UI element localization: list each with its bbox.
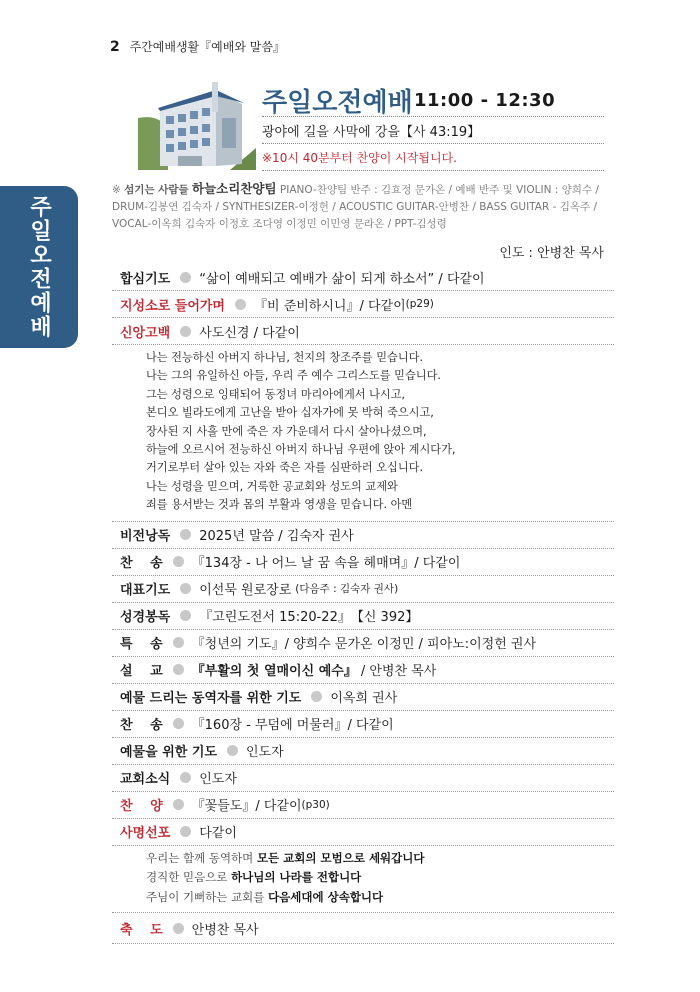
creed-line: 나는 전능하신 아버지 하나님, 천지의 창조주를 믿습니다. (146, 351, 424, 364)
service-time: 11:00 - 12:30 (414, 90, 556, 111)
row-text: 이옥희 권사 (330, 691, 398, 707)
row-label: 합심기도 (120, 271, 171, 287)
page-header (110, 38, 285, 55)
row-label: 찬 양 (120, 799, 163, 815)
sermon-speaker: / 안병찬 목사 (360, 664, 437, 680)
praise-notice: ※10시 40분부터 찬양이 시작됩니다. (262, 151, 457, 165)
bullet-icon (173, 718, 184, 729)
sermon-title: 『부활의 첫 열매이신 예수』 (191, 664, 357, 680)
row-label: 예물을 위한 기도 (120, 745, 217, 761)
side-tab (0, 186, 78, 348)
mission-lead: 우리는 함께 동역하며 (146, 850, 254, 865)
order-row-prayer (112, 264, 614, 291)
order-row-scripture (112, 603, 614, 630)
row-text: 『134장 - 나 어느 날 꿈 속을 헤매며』/ 다같이 (191, 556, 461, 572)
section-title: 주간예배생활『예배와 말씀』 (129, 40, 285, 54)
order-row-offering-prayer (112, 684, 614, 711)
creed-line: 장사된 지 사흘 만에 죽은 자 가운데서 다시 살아나셨으며, (146, 424, 427, 438)
row-text: 『꽃들도』/ 다같이 (191, 799, 302, 815)
row-text: 『비 준비하시니』/ 다같이 (254, 298, 406, 314)
divider (262, 116, 604, 117)
row-label: 비전낭독 (120, 529, 171, 545)
row-text: 다같이 (199, 826, 237, 842)
creed-line: 하늘에 오르시어 전능하신 아버지 하나님 우편에 앉아 계시다가, (146, 443, 456, 457)
church-building-photo (138, 78, 256, 170)
bullet-icon (180, 583, 191, 594)
page-number: 2 (110, 39, 120, 55)
servers-details: PIANO-찬양팀 반주 : 김효정 문가온 / 예배 반주 및 VIOLIN : 양희수 / DRUM-김봉연 김숙자 / SYNTHESIZER-이정헌 / ACOUSTIC GUITAR-안병찬 / BASS GUITAR - 김옥주 / VOCAL-이옥희 김숙자 이정호 조다영 이정민 이민영 문라온 / PPT-김성령 (112, 184, 599, 230)
row-text: 인도자 (199, 772, 237, 788)
hymnal-page: (p29) (405, 298, 434, 310)
order-row-vision (112, 522, 614, 549)
row-label: 찬 송 (120, 556, 163, 572)
bullet-icon (227, 745, 238, 756)
creed-line: 나는 성령을 믿으며, 거룩한 공교회와 성도의 교제와 (146, 479, 398, 493)
order-row-special-song (112, 630, 614, 657)
row-text: 『청년의 기도』/ 양희수 문가온 이정민 / 피아노:이정헌 권사 (191, 637, 536, 653)
reference-mark: ※ (112, 184, 121, 196)
bullet-icon (311, 691, 322, 702)
next-week-note: (다음주 : 김숙자 권사) (295, 583, 399, 596)
row-label: 사명선포 (120, 826, 171, 842)
bullet-icon (173, 637, 184, 648)
servers-list (112, 180, 604, 233)
row-label: 예물 드리는 동역자를 위한 기도 (120, 691, 302, 707)
mission-line (146, 849, 614, 869)
creed-line: 거기로부터 살아 있는 자와 죽은 자를 심판하러 오십니다. (146, 461, 424, 475)
order-row-creed (112, 318, 614, 345)
bullet-icon (180, 326, 191, 337)
theme-verse: 광야에 길을 사막에 강을【사 43:19】 (262, 125, 481, 140)
row-text: 안병찬 목사 (191, 922, 259, 938)
row-text: 2025년 말씀 / 김숙자 권사 (199, 529, 354, 545)
choir-name: 하늘소리찬양팀 (192, 181, 277, 196)
row-text: 『고린도전서 15:20-22』 (199, 610, 351, 626)
row-label: 성경봉독 (120, 610, 171, 626)
order-row-news (112, 765, 614, 792)
row-label: 신앙고백 (120, 325, 171, 341)
bullet-icon (180, 772, 191, 783)
bullet-icon (173, 556, 184, 567)
creed-line: 그는 성령으로 잉태되어 동정녀 마리아에게서 나시고, (146, 387, 406, 401)
row-text: “삶이 예배되고 예배가 삶이 되게 하소서” / 다같이 (199, 271, 485, 287)
creed-line: 나는 그의 유일하신 아들, 우리 주 예수 그리스도를 믿습니다. (146, 369, 441, 383)
bullet-icon (235, 299, 246, 310)
bullet-icon (173, 923, 184, 934)
bullet-icon (173, 664, 184, 675)
row-text: 인도자 (245, 745, 284, 761)
row-label: 특 송 (120, 637, 163, 653)
mission-statement (112, 846, 614, 914)
row-text: 사도신경 / 다같이 (199, 325, 300, 341)
bullet-icon (180, 826, 191, 837)
bible-page: 【신 392】 (350, 610, 419, 626)
row-label: 교회소식 (120, 772, 171, 788)
order-of-worship (112, 264, 614, 944)
side-tab-label: 주일오전예배 (26, 195, 52, 339)
creed-line: 죄를 용서받는 것과 몸의 부활과 영생을 믿습니다. 아멘 (146, 498, 413, 512)
mission-emphasis: 다음세대에 상속합니다 (268, 889, 384, 904)
order-row-praise (112, 792, 614, 819)
bullet-icon (173, 799, 184, 810)
order-row-offering (112, 738, 614, 765)
order-row-sermon (112, 657, 614, 684)
row-text: 『160장 - 무덤에 머물러』/ 다같이 (191, 718, 394, 734)
row-label: 설 교 (120, 664, 163, 680)
order-row-benediction (112, 913, 614, 944)
mission-line (146, 888, 614, 908)
mission-lead: 경직한 믿음으로 (146, 870, 228, 885)
order-row-hymn-2 (112, 711, 614, 738)
mission-emphasis: 모든 교회의 모범으로 세워갑니다 (256, 850, 425, 865)
order-row-mission (112, 819, 614, 846)
bullet-icon (180, 272, 191, 283)
bullet-icon (180, 610, 191, 621)
row-label: 축 도 (120, 922, 163, 938)
row-label: 대표기도 (120, 583, 171, 599)
divider (262, 170, 604, 171)
order-row-representative-prayer (112, 576, 614, 603)
servers-lead: 섬기는 사람들 (124, 184, 189, 196)
row-label: 지성소로 들어가며 (120, 298, 225, 314)
order-row-entrance (112, 291, 614, 318)
mission-lead: 주님이 기뻐하는 교회를 (146, 889, 265, 904)
service-leader: 인도 : 안병찬 목사 (499, 246, 604, 261)
creed-line: 본디오 빌라도에게 고난을 받아 십자가에 못 박혀 죽으시고, (146, 406, 434, 420)
mission-line (146, 868, 614, 888)
bullet-icon (180, 529, 191, 540)
row-text: 이선묵 원로장로 (199, 583, 292, 599)
row-label: 찬 송 (120, 718, 163, 734)
divider (262, 143, 604, 144)
service-title: 주일오전예배 (262, 88, 413, 118)
order-row-hymn-1 (112, 549, 614, 576)
mission-emphasis: 하나님의 나라를 전합니다 (231, 870, 362, 885)
apostles-creed (112, 345, 614, 522)
hymnal-page: (p30) (301, 798, 330, 811)
